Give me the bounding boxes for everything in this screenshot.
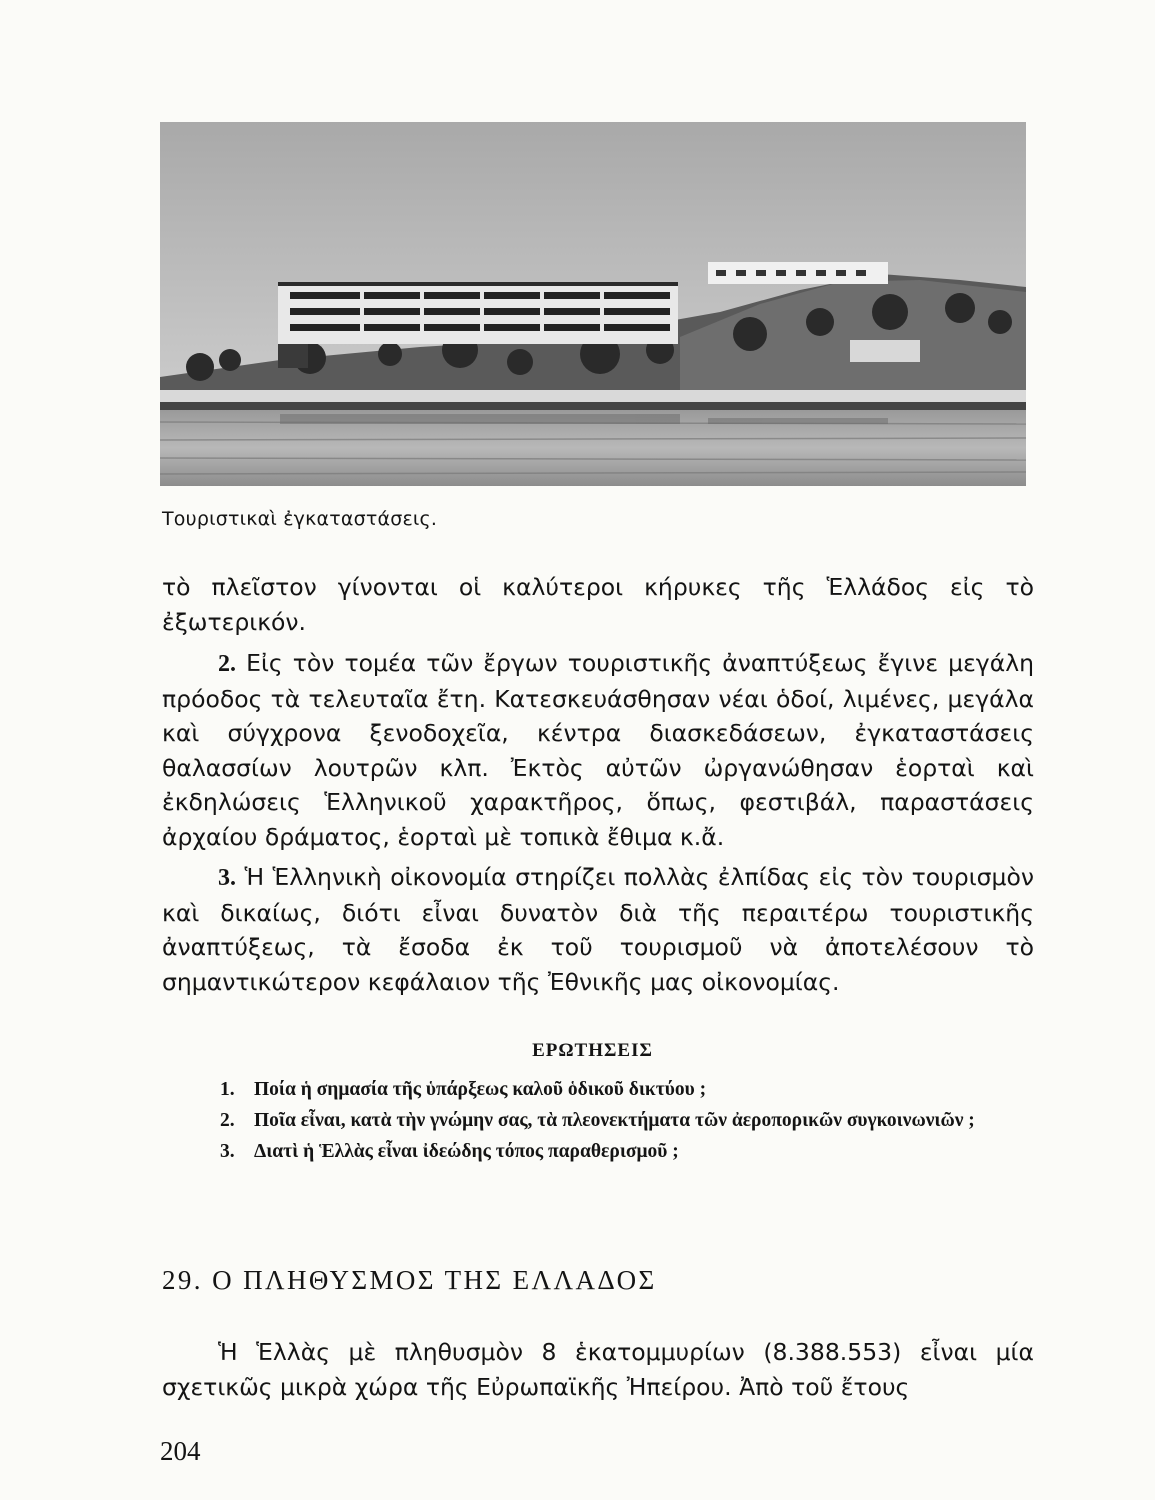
question-item	[220, 1076, 1036, 1104]
paragraph-2	[162, 646, 1034, 854]
question-number: 1.	[220, 1079, 235, 1100]
paragraph-2-number: 2.	[218, 651, 236, 677]
question-text: Διατὶ ἡ Ἑλλὰς εἶναι ἰδεώδης τόπος παραθερισμοῦ ;	[254, 1141, 679, 1162]
page-number: 204	[160, 1436, 201, 1466]
question-item	[220, 1107, 1036, 1135]
question-number: 2.	[220, 1110, 235, 1131]
paragraph-3	[162, 860, 1034, 999]
paragraph-intro: τὸ πλεῖστον γίνονται οἱ καλύτεροι κήρυκες τῆς Ἑλλάδος εἰς τὸ ἐξωτερικόν.	[162, 573, 1034, 636]
question-text: Ποία ἡ σημασία τῆς ὑπάρξεως καλοῦ ὁδικοῦ δικτύου ;	[254, 1079, 707, 1100]
paragraph-3-number: 3.	[218, 865, 236, 891]
question-number: 3.	[220, 1141, 235, 1162]
questions-title: ΕΡΩΤΗΣΕΙΣ	[532, 1040, 653, 1061]
hotel-photograph-image	[160, 122, 1026, 486]
question-text: Ποῖα εἶναι, κατὰ τὴν γνώμην σας, τὰ πλεονεκτήματα τῶν ἀεροπορικῶν συγκοινωνιῶν ;	[254, 1110, 975, 1131]
section-heading: 29. Ο ΠΛΗΘΥΣΜΟΣ ΤΗΣ ΕΛΛΑΔΟΣ	[162, 1265, 657, 1295]
paragraph-2-text: Εἰς τὸν τομέα τῶν ἔργων τουριστικῆς ἀναπτύξεως ἔγινε μεγάλη πρόοδος τὰ τελευταῖα ἔτη. Κατεσκευάσθησαν νέαι ὁδοί, λιμένες, μεγάλα καὶ σύγχρονα ξενοδοχεῖα, κέντρα διασκεδάσεων, ἐγκαταστάσεις θαλασσίων λουτρῶν κλπ. Ἐκτὸς αὐτῶν ὠργανώθησαν ἑορταὶ καὶ ἐκδηλώσεις Ἑλληνικοῦ χαρακτῆρος, ὅπως, φεστιβάλ, παραστάσεις ἀρχαίου δράματος, ἑορταὶ μὲ τοπικὰ ἔθιμα κ.ἄ.	[162, 649, 1034, 851]
photo-caption: Τουριστικαὶ ἐγκαταστάσεις.	[162, 508, 438, 530]
section-paragraph: Ἡ Ἑλλὰς μὲ πληθυσμὸν 8 ἑκατομμυρίων (8.388.553) εἶναι μία σχετικῶς μικρὰ χώρα τῆς Εὐρωπαϊκῆς Ἠπείρου. Ἀπὸ τοῦ ἔτους	[162, 1338, 1034, 1401]
question-item	[220, 1138, 1036, 1166]
questions-list	[220, 1076, 1036, 1169]
paragraph-3-text: Ἡ Ἑλληνικὴ οἰκονομία στηρίζει πολλὰς ἐλπίδας εἰς τὸν τουρισμὸν καὶ δικαίως, διότι εἶναι δυνατὸν διὰ τῆς περαιτέρω τουριστικῆς ἀναπτύξεως, τὰ ἔσοδα ἐκ τοῦ τουρισμοῦ νὰ ἀποτελέσουν τὸ σημαντικώτερον κεφάλαιον τῆς Ἐθνικῆς μας οἰκονομίας.	[162, 863, 1034, 996]
hotel-photograph	[160, 122, 1026, 486]
